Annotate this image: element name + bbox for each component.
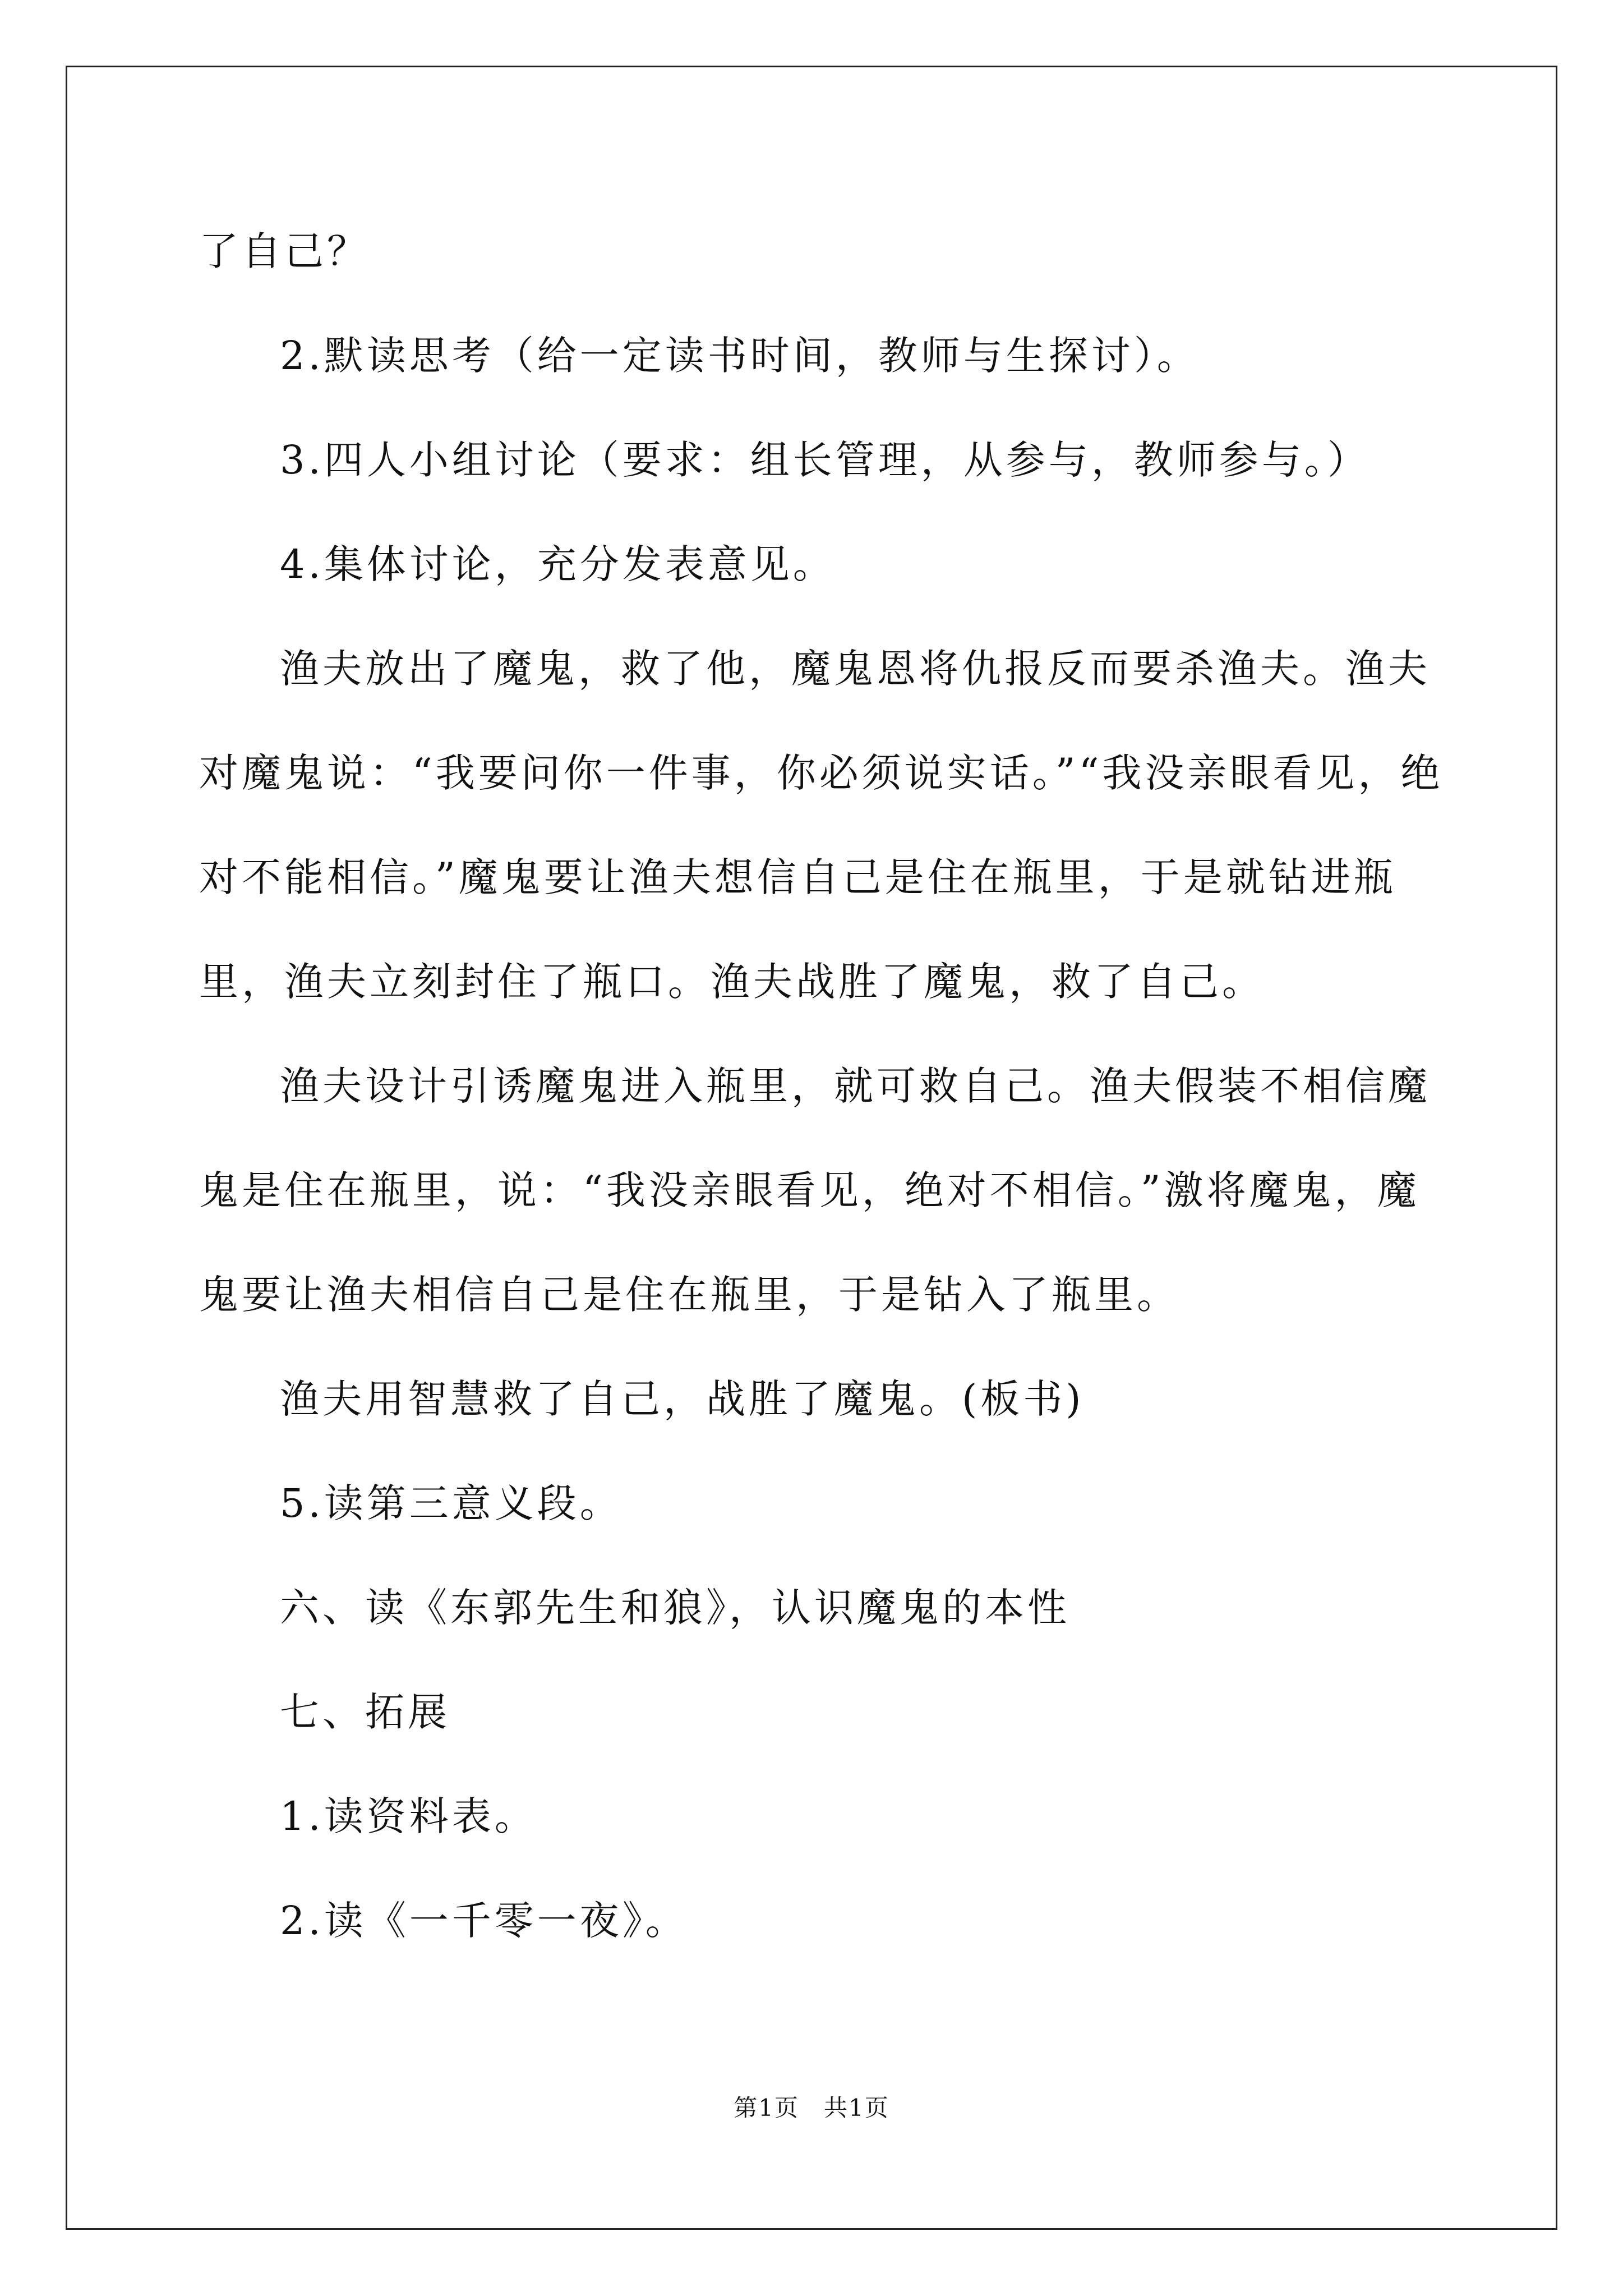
paragraph-3: 3.四人小组讨论（要求：组长管理，从参与，教师参与。） [280, 437, 1370, 483]
paragraph-4: 4.集体讨论，充分发表意见。 [280, 541, 836, 587]
document-body [199, 199, 1444, 1973]
page-total: 共1页 [824, 2094, 889, 2122]
paragraph-1: 了自己？ [199, 228, 370, 274]
paragraph-12: 2.读《一千零一夜》。 [280, 1898, 688, 1944]
paragraph-7: 渔夫用智慧救了自己，战胜了魔鬼。(板书) [280, 1376, 1085, 1422]
paragraph-5: 渔夫放出了魔鬼，救了他，魔鬼恩将仇报反而要杀渔夫。渔夫对魔鬼说：“我要问你一件事，你必须说实话。”“我没亲眼看见，绝对不能相信。”魔鬼要让渔夫想信自己是住在瓶里，于是就钻进瓶里，渔夫立刻封住了瓶口。渔夫战胜了魔鬼，救了自己。 [199, 646, 1444, 1005]
paragraph-2: 2.默读思考（给一定读书时间，教师与生探讨）。 [280, 333, 1200, 379]
page-number: 第1页 [734, 2094, 799, 2122]
page-footer [0, 2090, 1623, 2123]
paragraph-8: 5.读第三意义段。 [280, 1480, 623, 1526]
paragraph-6: 渔夫设计引诱魔鬼进入瓶里，就可救自己。渔夫假装不相信魔鬼是住在瓶里，说：“我没亲眼看见，绝对不相信。”激将魔鬼，魔鬼要让渔夫相信自己是住在瓶里，于是钻入了瓶里。 [199, 1063, 1431, 1318]
paragraph-9: 六、读《东郭先生和狼》，认识魔鬼的本性 [280, 1585, 1070, 1631]
paragraph-11: 1.读资料表。 [280, 1793, 537, 1839]
paragraph-10: 七、拓展 [280, 1689, 450, 1735]
